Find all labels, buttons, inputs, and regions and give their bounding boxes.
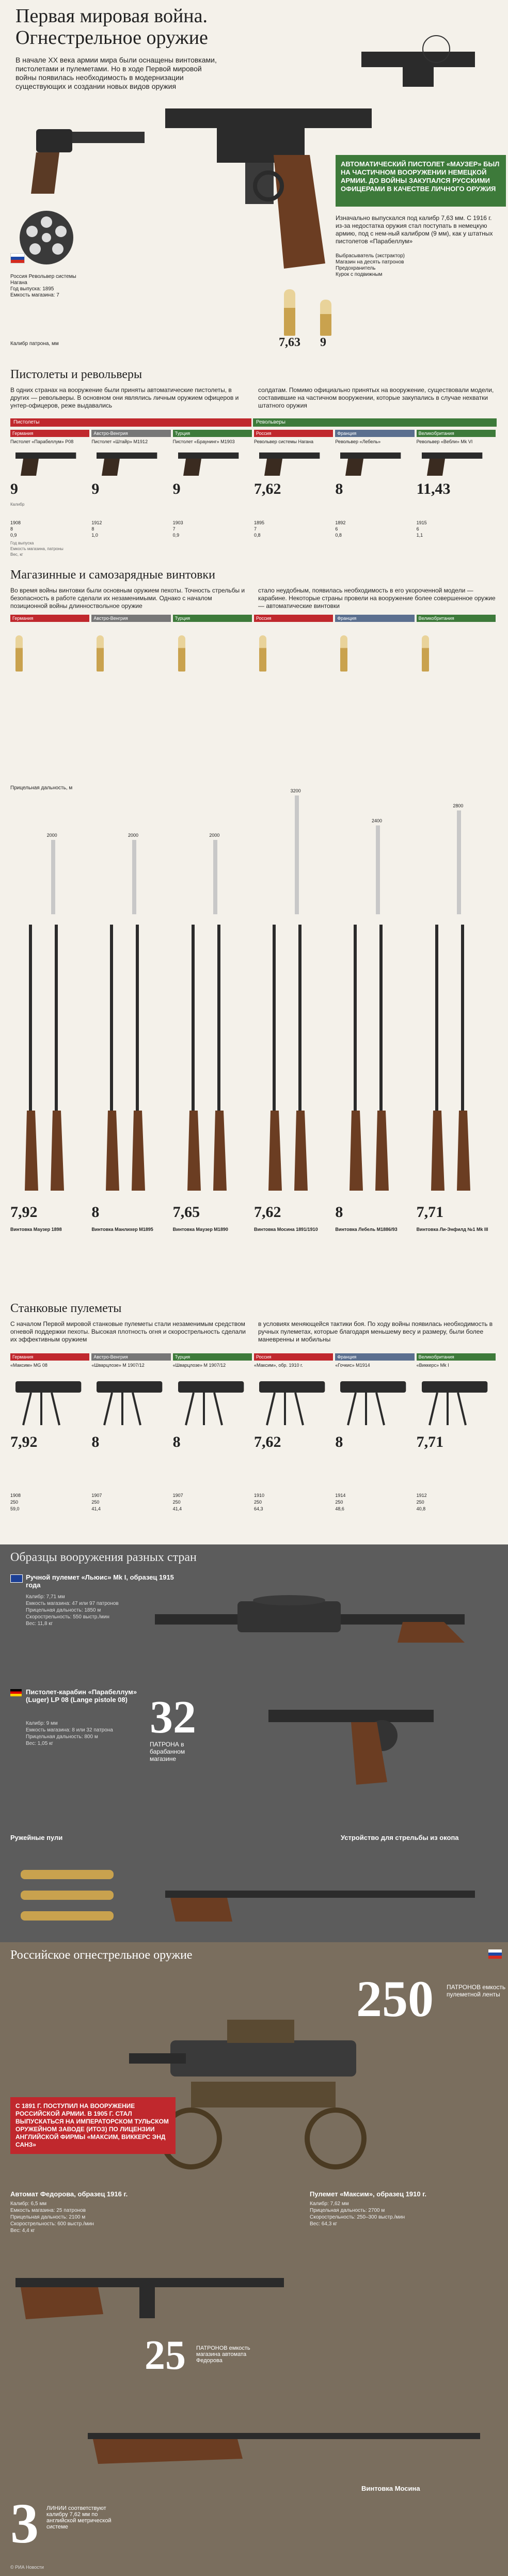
luger-specs: Калибр: 9 мм Емкость магазина: 8 или 32 патрона Прицельная дальность: 800 м Вес: 1,05 кг [26,1721,113,1746]
rifle-country: Франция [335,615,414,622]
pistol-name: Пистолет «Парабеллум» P08 [10,439,74,444]
mg-year: 1907 [172,1493,183,1498]
rifle-country: Австро-Венгрия [91,615,170,622]
mg-year: 1908 [10,1493,21,1498]
mg-country: Великобритания [417,1353,496,1361]
pistol-caliber: 9 [172,480,181,497]
fedorov-mag-count: 25 ПАТРОНОВ емкость магазина автомата Федорова [145,2333,250,2378]
rifle-icon [46,925,67,1193]
mg-year: 1907 [91,1493,102,1498]
luger-image [248,1679,485,1792]
flag-russia-2 [488,1949,502,1959]
mg-icon [254,1371,330,1428]
mg-country: Германия [10,1353,89,1361]
pistols-text-left: В одних странах на вооружение были приняты автоматические пистолеты, в других — револьверы. В основном они являлись личным оружием офицеров и унтер-офицеров, реже выдавались [10,386,239,409]
mg-name: «Гочкис» M1914 [335,1363,370,1368]
mg-grid [10,1353,498,1539]
rifle-range-value: 2000 [209,833,220,838]
mosin-title: Винтовка Мосина [361,2485,420,2492]
rifle-range-bar [295,795,299,914]
revolver-drum-icon [15,207,77,269]
mg-rate: 250 [416,1500,424,1505]
rifle-icon [183,925,204,1193]
trench-device-label: Устройство для стрельбы из окопа [341,1834,459,1841]
rifle-icon [345,925,366,1193]
intro-text: В начале XX века армии мира были оснащены винтовками, пистолетами и пулеметами. Но в ходе Первой мировой войны появилась необходимость в модернизации существующих и создании новых видов оружия [15,56,217,90]
tab-revolvers: Револьверы [253,418,497,427]
belt-count: 250 ПАТРОНОВ емкость пулеметной ленты [356,1970,506,2027]
mg-icon [10,1371,86,1428]
bullets-title: Ружейные пули [10,1834,63,1841]
maxim-title: Пулемет «Максим», образец 1910 г. [310,2190,426,2198]
rifle-icon [290,925,311,1193]
rifle-caliber: 7,65 [172,1204,200,1221]
rifle-range-value: 2800 [453,803,464,808]
pistol-year: 1908 [10,520,21,525]
rifle-range-bar [457,810,461,914]
pistol-weight: 0,9 [10,533,17,538]
rifle-icon [427,925,448,1193]
rifle-icon [371,925,392,1193]
rifle-country: Россия [254,615,333,622]
pistol-name: Револьвер системы Нагана [254,439,314,444]
flag-germany [10,1689,22,1696]
rifle-cartridge [259,635,266,672]
maxim-callout: С 1891 Г. ПОСТУПИЛ НА ВООРУЖЕНИЕ РОССИЙСКОЙ АРМИИ. В 1905 Г. СТАЛ ВЫПУСКАТЬСЯ НА ИМПЕРАТОРСКОМ ТУЛЬСКОМ ОРУЖЕЙНОМ ЗАВОДЕ (ИТОЗ) ПО ЛИЦЕНЗИИ АНГЛИЙСКОЙ ФИРМЫ «МАКСИМ, ВИККЕРС ЭНД САНЗ» [10,2097,176,2154]
cartridges: 7,63 9 [279,289,351,351]
rifle-name: Винтовка Маузер M1890 [172,1227,228,1232]
rifle-name: Винтовка Мосина 1891/1910 [254,1227,318,1232]
mg-weight: 41,4 [91,1506,101,1511]
rifle-name: Винтовка Ли-Энфилд №1 Mk III [416,1227,488,1232]
drum-count: 32 ПАТРОНА в барабанном магазине [150,1692,196,1762]
rifle-cartridge [15,635,23,672]
rifles-text-left: Во время войны винтовки были основным оружием пехоты. Точность стрельбы и безопасность в работе сделали их незаменимыми. Однако с началом позиционной войны длинноствольное оружие [10,587,245,610]
russia-section [0,1942,508,2576]
mg-rate: 250 [10,1500,19,1505]
rifle-range-value: 2000 [128,833,139,838]
mg-year: 1910 [254,1493,265,1498]
pistol-year: 1892 [335,520,346,525]
pistol-year: 1895 [254,520,265,525]
rifle-name: Винтовка Лебель M1886/93 [335,1227,398,1232]
pistol-weight: 0,8 [335,533,342,538]
pistol-caliber: 8 [335,480,343,497]
footer-credit: © РИА Новости [10,2565,44,2570]
mg-icon [91,1371,167,1428]
mg-name: «Виккерс» Mk I [416,1363,449,1368]
mg-text-left: С началом Первой мировой станковые пулеметы стали незаменимым средством огневой поддержки пехоты. Высокая плотность огня и скорострельность сделали их эффективным оружием [10,1320,246,1343]
pistol-country: Турция [173,430,252,437]
trench-rifle-image [155,1860,485,1932]
mg-weight: 64,3 [254,1506,263,1511]
pistol-capacity: 6 [335,526,338,532]
pistol-country: Австро-Венгрия [91,430,170,437]
rifles-range-label: Прицельная дальность, м [10,785,73,791]
tab-pistols: Пистолеты [10,418,251,427]
mg-country: Австро-Венгрия [91,1353,170,1361]
rifle-range-bar [132,840,136,914]
mg-rate: 250 [254,1500,262,1505]
pistol-weight: 1,1 [416,533,423,538]
rifle-caliber: 8 [91,1204,100,1221]
rifle-country: Германия [10,615,89,622]
rifle-range-value: 2000 [46,833,57,838]
rifle-caliber: 7,71 [416,1204,444,1221]
rifle-cartridge [422,635,429,672]
revolver-label: Россия Револьвер системы Нагана Год выпуска: 1895 Емкость магазина: 7 [10,274,76,298]
maxim-specs: Калибр: 7,62 мм Прицельная дальность: 2700 м Скорострельность: 250–300 выстр./мин Вес: 64,3 кг [310,2201,405,2227]
mg-country: Россия [254,1353,333,1361]
mg-caliber: 7,71 [416,1433,444,1450]
pistol-country: Великобритания [417,430,496,437]
mg-section [0,1297,508,1544]
rifle-icon [128,925,148,1193]
rifle-cartridge [340,635,347,672]
pistol-year: 1903 [172,520,183,525]
mg-icon [417,1371,493,1428]
pistol-caliber: 9 [91,480,100,497]
mg-weight: 41,4 [172,1506,182,1511]
mg-caliber: 8 [91,1433,100,1450]
pistol-icon [254,447,330,478]
pistol-row-year: Год выпуска [10,541,34,545]
pistol-caliber: 11,43 [416,480,451,497]
pistol-caliber: 9 [10,480,18,497]
pistols-text-right: солдатам. Помимо официально принятых на вооружение, существовали модели, составившие на частичном вооружении, которые закупались в случае нехватки штатного оружия [258,386,494,409]
rifle-range-bar [376,825,380,915]
mg-weight: 40,8 [416,1506,426,1511]
mg-name: «Максим», обр. 1910 г. [254,1363,303,1368]
pistol-name: Пистолет «Штайр» M1912 [91,439,148,444]
rifle-icon [264,925,285,1193]
mauser-legend: Выбрасыватель (экстрактор) Магазин на десять патронов Предохранитель Курок с подвижным [336,253,405,277]
revolver-image [15,116,155,204]
rifle-range-value: 3200 [290,788,301,793]
pistol-icon [417,447,493,478]
samples-section [0,1544,508,1942]
rifles-title: Магазинные и самозарядные винтовки [10,568,215,582]
bullets-image [10,1854,145,1927]
pistol-icon [173,447,249,478]
mg-rate: 250 [172,1500,181,1505]
pistol-icon [335,447,411,478]
rifles-text-right: стало неудобным, появилась необходимость в его укороченной модели — карабине. Некоторые страны провели на вооружение более совершенное оружие — автоматические винтовки [258,587,496,610]
mg-caliber: 7,62 [254,1433,281,1450]
rifle-range-bar [213,840,217,914]
header-section [0,0,508,393]
mg-year: 1914 [335,1493,346,1498]
mg-year: 1912 [416,1493,427,1498]
pistols-tab-bar [10,418,498,427]
caliber-lines: 3 ЛИНИИ соответствуют калибру 7,62 мм по английской метрической системе [10,2492,112,2555]
pistol-name: Пистолет «Браунинг» M1903 [172,439,235,444]
mg-country: Турция [173,1353,252,1361]
pistol-country: Россия [254,430,333,437]
rifle-caliber: 8 [335,1204,343,1221]
pistol-capacity: 7 [254,526,257,532]
rifle-range-value: 2400 [372,818,383,823]
rifle-cartridge [178,635,185,672]
rifles-section [0,568,508,1302]
pistol-grid [10,430,498,564]
mg-country: Франция [335,1353,414,1361]
pistols-title: Пистолеты и револьверы [10,368,142,381]
pistol-country: Франция [335,430,414,437]
caliber-note: Калибр патрона, мм [10,341,59,347]
mg-icon [173,1371,249,1428]
mg-text-right: в условиях меняющейся тактики боя. По ходу войны появилась необходимость в ручных пулеметах, которые благодаря меньшему весу и размеру, были более маневренны и мобильны [258,1320,493,1343]
pistol-caliber: 7,62 [254,480,281,497]
fedorov-specs: Калибр: 6,5 мм Емкость магазина: 25 патронов Прицельная дальность: 2100 м Скорострельность: 600 выстр./мин Вес: 4,4 кг [10,2201,94,2234]
rifle-icon [21,925,41,1193]
rifle-icon [102,925,122,1193]
flag-uk [10,1574,23,1583]
rifle-cartridge [97,635,104,672]
russia-title: Российское огнестрельное оружие [10,1948,193,1962]
mg-rate: 250 [335,1500,343,1505]
rifle-grid [10,615,498,1297]
pistol-capacity: 8 [10,526,13,532]
lewis-specs: Калибр: 7,71 мм Емкость магазина: 47 или 97 патронов Прицельная дальность: 1850 м Скорострельность: 550 выстр./мин Вес: 11,8 кг [26,1594,119,1627]
pistol-year: 1915 [416,520,427,525]
fedorov-image [10,2252,299,2335]
samples-title: Образцы вооружения разных стран [10,1551,197,1564]
page-title: Первая мировая война. Огнестрельное оружие [15,5,208,49]
rifle-country: Турция [173,615,252,622]
rifle-icon [453,925,473,1193]
fedorov-title: Автомат Федорова, образец 1916 г. [10,2190,128,2198]
pistols-section [0,362,508,573]
mg-name: «Максим» MG 08 [10,1363,47,1368]
mg-icon [335,1371,411,1428]
mg-name: «Шварцлозе» M 1907/12 [91,1363,145,1368]
rifle-caliber: 7,62 [254,1204,281,1221]
rifle-range-bar [51,840,55,914]
mg-weight: 48,6 [335,1506,344,1511]
mg-caliber: 8 [172,1433,181,1450]
mg-title: Станковые пулеметы [10,1302,122,1315]
rifle-name: Винтовка Манлихер M1895 [91,1227,153,1232]
mg-caliber: 7,92 [10,1433,38,1450]
flag-russia [10,253,25,263]
lewis-title: Ручной пулемет «Льюис» Mk I, образец 1915 года [26,1573,174,1589]
mosin-image [83,2397,496,2479]
mg-name: «Шварцлозе» M 1907/12 [172,1363,226,1368]
rifle-icon [209,925,230,1193]
pistol-capacity: 8 [91,526,94,532]
mauser-clip-image [351,21,485,103]
luger-title: Пистолет-карабин «Парабеллум» (Luger) LP 08 (Lange pistole 08) [26,1688,137,1704]
rifle-caliber: 7,92 [10,1204,38,1221]
pistol-year: 1912 [91,520,102,525]
pistol-name: Револьвер «Вебли» Mk VI [416,439,473,444]
mauser-callout: АВТОМАТИЧЕСКИЙ ПИСТОЛЕТ «МАУЗЕР» БЫЛ НА ЧАСТИЧНОМ ВООРУЖЕНИИ НЕМЕЦКОЙ АРМИИ. ДО ВОЙНЫ ЗАКУПАЛСЯ РУССКИМИ ОФИЦЕРАМИ В КАЧЕСТВЕ ЛИЧНОГО ОРУЖИЯ [336,155,506,207]
rifle-name: Винтовка Маузер 1898 [10,1227,62,1232]
pistol-weight: 0,8 [254,533,261,538]
pistol-capacity: 7 [172,526,176,532]
pistol-row-cap: Емкость магазина, патроны [10,547,64,551]
pistol-weight: 0,9 [172,533,180,538]
pistol-weight: 1,0 [91,533,98,538]
pistol-cal-label: Калибр [10,502,25,507]
pistol-capacity: 6 [416,526,419,532]
lewis-gun-image [155,1586,485,1658]
pistol-country: Германия [10,430,89,437]
pistol-icon [91,447,167,478]
pistol-row-weight: Вес, кг [10,552,23,557]
pistol-name: Револьвер «Лебель» [335,439,381,444]
mg-rate: 250 [91,1500,100,1505]
pistol-icon [10,447,86,478]
mg-weight: 59,0 [10,1506,20,1511]
mg-caliber: 8 [335,1433,343,1450]
mauser-note: Изначально выпускался под калибр 7,63 мм. С 1916 г. из-за недостатка оружия стал поступать в немецкую армию, под с нем-ный калибром (9 мм), как у штатных пистолетов «Парабеллум» [336,214,493,245]
rifle-country: Великобритания [417,615,496,622]
